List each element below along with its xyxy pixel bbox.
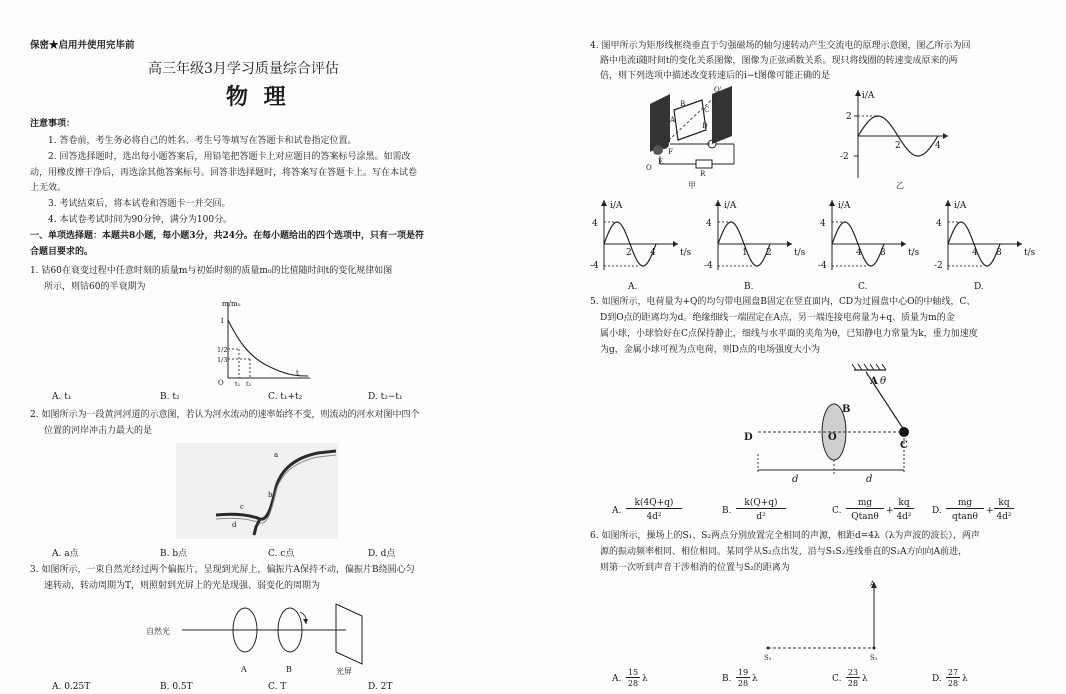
q5-stem-2: D到O点的距离均为d。绝缘细线一端固定在A点，另一端连接电荷量为+q、质量为m的金 xyxy=(600,313,955,323)
q4-label-b: B xyxy=(680,100,686,108)
svg-text:4: 4 xyxy=(706,219,712,229)
q4-label-o: O xyxy=(646,164,652,172)
subject-title: 物 理 xyxy=(226,84,290,110)
q2-option-b: B. b点 xyxy=(160,549,188,559)
q2-river-map xyxy=(176,443,338,539)
q2-option-c: C. c点 xyxy=(268,549,295,559)
q2-option-d: D. d点 xyxy=(368,549,396,559)
svg-text:1: 1 xyxy=(742,248,748,258)
q1-decay-graph xyxy=(208,296,318,386)
q4-yi-x2: 4 xyxy=(935,141,941,151)
q2-point-b: b xyxy=(268,491,273,499)
note-2c: 上无效。 xyxy=(30,183,67,193)
q4-option-graph-a xyxy=(590,196,702,292)
q4-label-r: R xyxy=(700,170,706,178)
q1-stem-1: 1. 钴60在衰变过程中任意时刻的质量m与初始时刻的质量m₀的比值随时间t的变化规律如图 xyxy=(30,266,393,276)
svg-text:C.: C. xyxy=(858,282,868,292)
note-4: 4. 本试卷考试时间为90分钟，满分为100分。 xyxy=(48,215,233,225)
q4-caption-yi: 乙 xyxy=(896,181,904,190)
svg-text:8: 8 xyxy=(880,248,886,258)
q5-point-c: C xyxy=(900,440,908,451)
svg-text:t/s: t/s xyxy=(908,248,920,258)
q6-sound-sources-diagram xyxy=(756,576,896,666)
q5-point-d: D xyxy=(744,432,753,443)
svg-text:i/A: i/A xyxy=(724,201,737,211)
q4-yi-x1: 2 xyxy=(895,141,901,151)
q4-label-e: E xyxy=(658,158,664,166)
svg-text:i/A: i/A xyxy=(954,201,967,211)
q4-stem-2: 路中电流i随时间t的变化关系图像，图像为正弦函数关系。现只将线圈的转速变成原来的两 xyxy=(600,56,958,66)
note-1: 1. 答卷前，考生务必将自己的姓名、考生号等填写在答题卡和试卷指定位置。 xyxy=(48,136,357,146)
svg-text:4: 4 xyxy=(972,248,978,258)
q6-point-a: A xyxy=(870,580,876,588)
q4-label-d: D xyxy=(702,122,708,130)
q4-graph-yi xyxy=(840,86,960,192)
q4-label-o-prime: O' xyxy=(714,86,722,94)
q3-polarizer-b: B xyxy=(286,665,292,674)
q4-yi-ybottom: -2 xyxy=(840,152,849,162)
q3-light-label: 自然光 xyxy=(146,627,170,636)
svg-text:B.: B. xyxy=(744,282,754,292)
q2-point-c: c xyxy=(240,503,244,511)
q3-option-a: A. 0.25T xyxy=(52,682,91,692)
svg-text:-4: -4 xyxy=(590,261,599,271)
q4-label-c: C xyxy=(704,106,710,114)
q5-charged-disk-diagram xyxy=(738,362,928,490)
q5-theta: θ xyxy=(880,376,887,387)
svg-text:D.: D. xyxy=(974,282,984,292)
q1-option-c: C. t₁+t₂ xyxy=(268,392,303,402)
q6-s2: S₂ xyxy=(870,654,878,662)
q4-stem-1: 4. 图甲所示为矩形线框绕垂直于匀强磁场的轴匀速转动产生交流电的原理示意图，图乙所示为回 xyxy=(590,41,971,51)
q1-y2: 1/2 xyxy=(217,346,228,354)
q4-stem-3: 倍，则下列选项中描述改变转速后的i−t图像可能正确的是 xyxy=(600,71,831,81)
q3-screen-label: 光屏 xyxy=(336,667,352,676)
section1-line1: 一、单项选择题：本题共8小题，每小题3分，共24分。在每小题给出的四个选项中，只有一项是符 xyxy=(30,231,425,241)
q1-option-a: A. t₁ xyxy=(52,392,72,402)
svg-text:4: 4 xyxy=(650,248,656,258)
q5-dist-1: d xyxy=(792,474,799,485)
q1-y3: 1/3 xyxy=(217,356,228,364)
q5-stem-4: 为g，金属小球可视为点电荷，则D点的电场强度大小为 xyxy=(600,345,820,355)
q6-stem-3: 则第一次听到声音干涉相消的位置与S₂的距离为 xyxy=(600,563,790,573)
q2-option-a: A. a点 xyxy=(52,549,79,559)
q4-option-graph-b xyxy=(704,196,816,292)
notes-heading: 注意事项： xyxy=(30,119,76,129)
q2-point-a: a xyxy=(274,451,279,459)
svg-text:t/s: t/s xyxy=(1024,248,1036,258)
q3-polarizer-a: A xyxy=(241,665,247,674)
section1-line2: 合题目要求的。 xyxy=(30,247,94,257)
svg-text:-4: -4 xyxy=(704,261,713,271)
svg-text:2: 2 xyxy=(766,248,772,258)
q1-t2: t₂ xyxy=(246,380,252,388)
q1-stem-2: 所示，则钴60的半衰期为 xyxy=(44,282,146,292)
q4-label-a: A xyxy=(670,116,676,124)
q1-xlabel: t xyxy=(296,369,299,377)
q3-option-b: B. 0.5T xyxy=(160,682,193,692)
q4-yi-ytop: 2 xyxy=(846,112,852,122)
q3-stem-1: 3. 如图所示，一束自然光经过两个偏振片，呈现到光屏上，偏振片A保持不动，偏振片B绕圆心匀 xyxy=(30,565,415,575)
svg-text:A.: A. xyxy=(628,282,638,292)
svg-text:4: 4 xyxy=(820,219,826,229)
q6-stem-1: 6. 如图所示，操场上的S₁、S₂两点分别放置完全相同的声源，相距d=4λ（λ为声波的波长），两声 xyxy=(590,531,980,541)
q5-dist-2: d xyxy=(866,474,873,485)
q4-caption-jia: 甲 xyxy=(688,181,696,190)
q3-stem-2: 速转动，转动周期为T，则照射到光屏上的光是现强、弱变化的周期为 xyxy=(44,581,321,591)
q6-s1: S₁ xyxy=(764,654,772,662)
q3-polarizer-diagram xyxy=(140,598,380,676)
note-2a: 2. 回答选择题时，选出每小题答案后，用铅笔把答题卡上对应题目的答案标号涂黑。如需改 xyxy=(48,152,411,162)
note-3: 3. 考试结束后，将本试卷和答题卡一并交回。 xyxy=(48,199,231,209)
svg-text:2: 2 xyxy=(626,248,632,258)
q4-label-f: F xyxy=(668,148,673,156)
q2-point-d: d xyxy=(232,521,237,529)
q1-t1: t₁ xyxy=(235,380,241,388)
svg-text:8: 8 xyxy=(996,248,1002,258)
q1-option-d: D. t₂−t₁ xyxy=(368,392,403,402)
q5-center-o: O xyxy=(828,432,837,443)
q5-stem-3: 属小球，小球恰好在C点保持静止，细线与水平面的夹角为θ，已知静电力常量为k，重力加速度 xyxy=(600,329,978,339)
q1-option-b: B. t₂ xyxy=(160,392,180,402)
q4-option-graph-c xyxy=(818,196,930,292)
q2-stem-1: 2. 如图所示为一段黄河河道的示意图，若认为河水流动的速率始终不变，则流动的河水对图中四个 xyxy=(30,410,420,420)
svg-text:i/A: i/A xyxy=(610,201,623,211)
svg-text:t/s: t/s xyxy=(794,248,806,258)
svg-text:4: 4 xyxy=(936,219,942,229)
q3-option-c: C. T xyxy=(268,682,287,692)
q5-point-a: A xyxy=(870,376,878,387)
q5-stem-1: 5. 如图所示，电荷量为+Q的均匀带电圆盘B固定在竖直面内，CD为过圆盘中心O的中轴线，C、 xyxy=(590,297,976,307)
q3-option-d: D. 2T xyxy=(368,682,393,692)
svg-text:-4: -4 xyxy=(818,261,827,271)
q6-stem-2: 源的振动频率相同、相位相同。某同学从S₂点出发，沿与S₁S₂连线垂直的S₂A方向向A前进， xyxy=(600,547,968,557)
svg-text:i/A: i/A xyxy=(838,201,851,211)
q2-stem-2: 位置的河岸冲击力最大的是 xyxy=(44,426,153,436)
q4-option-graph-d xyxy=(934,196,1046,292)
svg-text:4: 4 xyxy=(856,248,862,258)
note-2b: 动，用橡皮擦干净后，再选涂其他答案标号。回答非选择题时，将答案写在答题卡上。写在本试卷 xyxy=(30,168,418,178)
q4-yi-ylabel: i/A xyxy=(862,91,875,101)
q1-ylabel: m/m₀ xyxy=(222,300,241,308)
svg-text:4: 4 xyxy=(592,219,598,229)
q4-generator-diagram xyxy=(640,86,750,192)
svg-text:t/s: t/s xyxy=(680,248,692,258)
exam-title: 高三年级3月学习质量综合评估 xyxy=(148,61,339,77)
q1-y1: 1 xyxy=(220,317,225,325)
svg-text:-2: -2 xyxy=(934,261,943,271)
q5-disk-b: B xyxy=(842,404,851,415)
q1-origin: O xyxy=(218,379,224,387)
confidential-label: 保密★启用并使用完毕前 xyxy=(30,40,135,51)
